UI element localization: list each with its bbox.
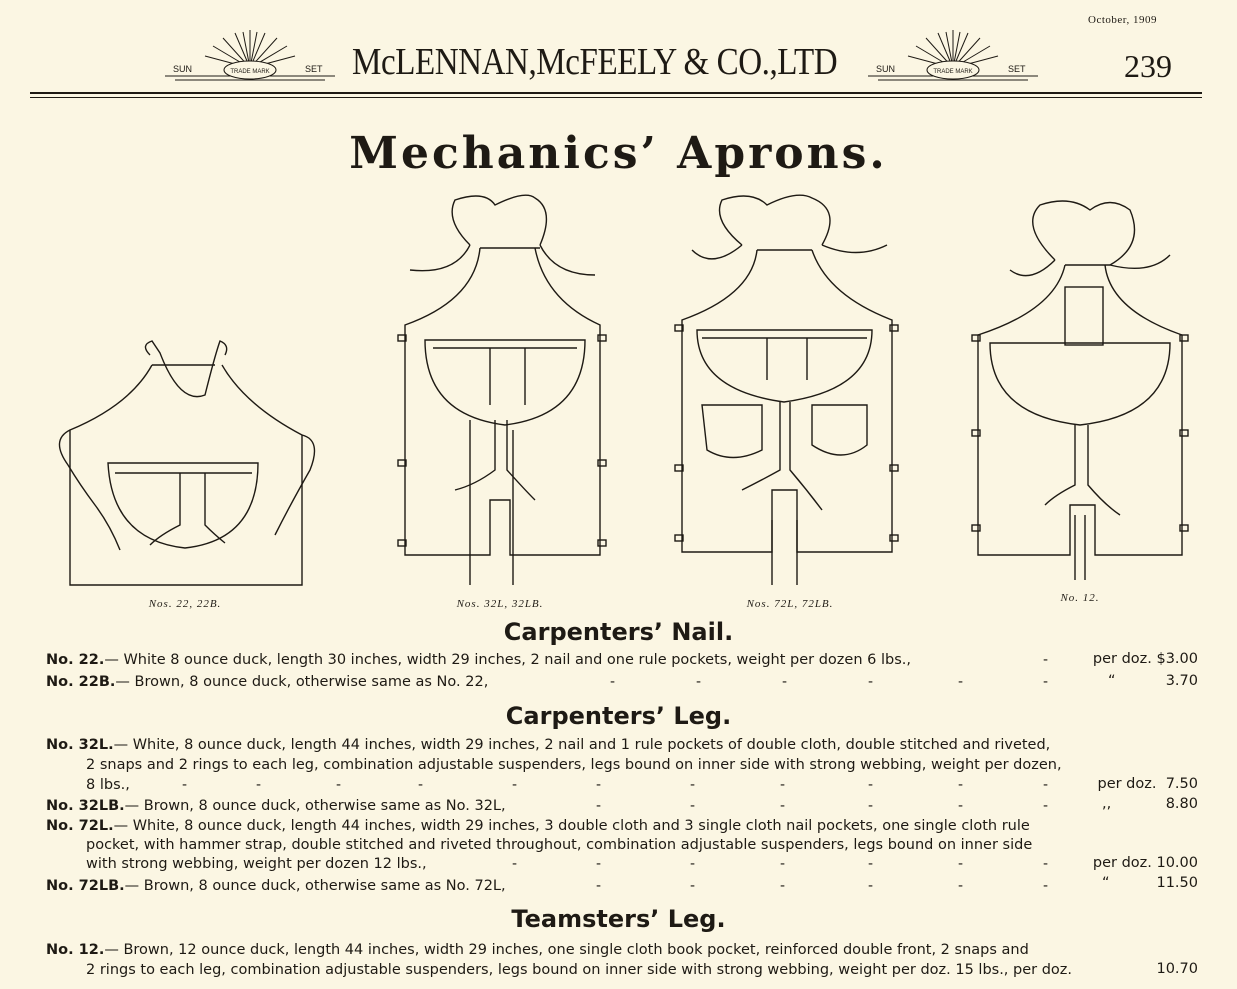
item-32lb-price: [1078, 796, 1198, 812]
trademark-sun-label: SUN: [173, 64, 193, 74]
item-22b-price: [1078, 673, 1198, 689]
header-rule-thick: [30, 92, 1202, 94]
item-text: — Brown, 8 ounce duck, otherwise same as No. 22,: [115, 674, 489, 690]
issue-date: October, 1909: [1088, 14, 1157, 26]
item-32l-price: [1078, 776, 1198, 792]
section-heading-teamsters-leg: Teamsters’ Leg.: [511, 905, 726, 933]
caption-32l: Nos. 32L, 32LB.: [456, 598, 544, 610]
item-number: No. 32LB.: [46, 798, 125, 814]
page-title: Mechanics’ Aprons.: [349, 128, 888, 179]
sun-trademark-logo-left: [165, 28, 335, 88]
item-number: No. 72LB.: [46, 878, 125, 894]
header-rule-thin: [30, 97, 1202, 98]
item-number: No. 32L.: [46, 737, 114, 753]
item-32lb-description: [46, 797, 506, 816]
item-12-line-1: [46, 941, 1029, 960]
item-number: No. 12.: [46, 942, 105, 958]
item-text: — White, 8 ounce duck, length 44 inches, width 29 inches, 3 double cloth and 3 single cloth nail pockets, one single cloth rule: [113, 818, 1030, 834]
price-value: 7.50: [1165, 776, 1198, 792]
price-value: 11.50: [1156, 875, 1198, 891]
item-22-description: [46, 651, 911, 670]
ditto-mark: ,,: [1102, 796, 1112, 812]
trademark-set-label: SET: [305, 64, 323, 74]
trademark-center-label: TRADE MARK: [933, 69, 973, 75]
item-72l-line-3: with strong webbing, weight per dozen 12 lbs.,: [86, 856, 427, 872]
ditto-mark: “: [1102, 875, 1110, 891]
item-12-line-2: 2 rings to each leg, combination adjustable suspenders, legs bound on inner side with strong webbing, weight per doz. 15 lbs., per doz.: [86, 962, 1073, 978]
item-number: No. 22B.: [46, 674, 116, 690]
caption-72l: Nos. 72L, 72LB.: [746, 598, 834, 610]
item-22b-description: [46, 673, 488, 692]
item-32l-line-2: 2 snaps and 2 rings to each leg, combination adjustable suspenders, legs bound on inner side with strong webbing, weight per dozen,: [86, 757, 1062, 773]
apron-22-illustration: [40, 335, 330, 595]
item-text: — Brown, 8 ounce duck, otherwise same as No. 32L,: [124, 798, 506, 814]
caption-22: Nos. 22, 22B.: [148, 598, 222, 610]
trademark-center-label: TRADE MARK: [230, 69, 270, 75]
item-text: — White 8 ounce duck, length 30 inches, width 29 inches, 2 nail and one rule pockets, weight per dozen 6 lbs.,: [104, 652, 911, 668]
item-72lb-price: [1078, 875, 1198, 891]
trademark-set-label: SET: [1008, 64, 1026, 74]
item-text: — Brown, 8 ounce duck, otherwise same as No. 72L,: [124, 878, 506, 894]
item-72l-line-1: [46, 817, 1030, 836]
item-72l-line-2: pocket, with hammer strap, double stitched and riveted throughout, combination adjustable suspenders, legs bound on inner side: [86, 837, 1033, 853]
sun-trademark-logo-right: [868, 28, 1038, 88]
item-32l-line-1: [46, 736, 1050, 755]
section-heading-carpenters-nail: Carpenters’ Nail.: [503, 618, 734, 646]
ditto-mark: “: [1108, 673, 1116, 689]
apron-72l-illustration: [672, 190, 907, 590]
price-unit: per doz.: [1097, 776, 1157, 792]
item-72lb-description: [46, 877, 506, 896]
price-value: $3.00: [1156, 651, 1198, 667]
page-number: 239: [1124, 48, 1172, 84]
price-unit: per doz.: [1092, 855, 1152, 871]
item-text: — Brown, 12 ounce duck, length 44 inches, width 29 inches, one single cloth book pocket, reinforced double front, 2 snaps and: [104, 942, 1029, 958]
company-name: McLENNAN,McFEELY & CO.,LTD: [352, 41, 838, 83]
apron-32l-illustration: [395, 190, 620, 590]
apron-12-illustration: [970, 185, 1195, 585]
item-number: No. 22.: [46, 652, 105, 668]
section-heading-carpenters-leg: Carpenters’ Leg.: [505, 702, 732, 730]
price-unit: per doz.: [1092, 651, 1152, 667]
price-value: 8.80: [1165, 796, 1198, 812]
price-value: 10.00: [1156, 855, 1198, 871]
caption-12: No. 12.: [1060, 592, 1100, 604]
item-72l-price: [1078, 855, 1198, 871]
item-text: — White, 8 ounce duck, length 44 inches, width 29 inches, 2 nail and 1 rule pockets of double cloth, double stitched and riveted,: [113, 737, 1051, 753]
item-32l-line-3: 8 lbs.,: [86, 777, 130, 793]
item-22-price: [1078, 651, 1198, 667]
item-12-price: 10.70: [1156, 961, 1198, 977]
item-number: No. 72L.: [46, 818, 114, 834]
trademark-sun-label: SUN: [876, 64, 896, 74]
price-value: 3.70: [1165, 673, 1198, 689]
